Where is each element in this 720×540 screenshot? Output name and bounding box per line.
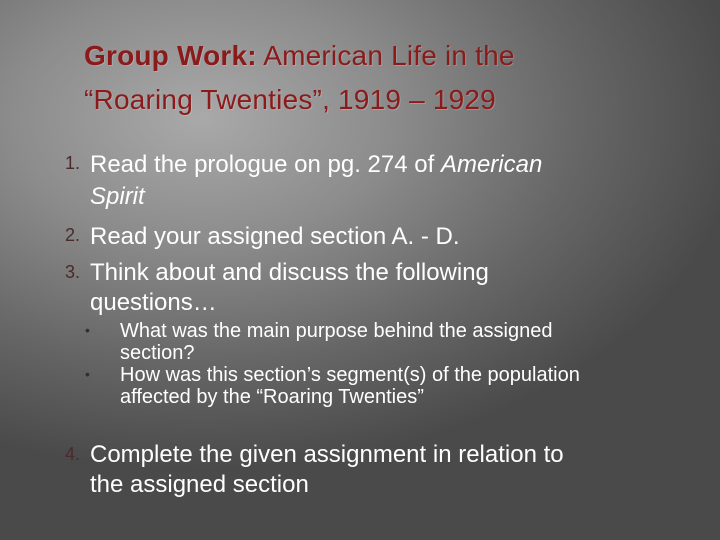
slide-title <box>84 34 684 122</box>
list-item-text: Read the prologue on pg. 274 of American <box>90 151 543 178</box>
title-rest: American Life in the <box>263 40 515 71</box>
list-item-text-cont: questions… <box>90 289 217 316</box>
list-number: 1. <box>64 153 80 173</box>
title-line-1 <box>84 34 684 78</box>
list-item-text-cont: Spirit <box>90 183 145 210</box>
list-number: 2. <box>64 225 80 245</box>
sub-item-text-cont: section? <box>120 342 195 364</box>
bullet-icon: • <box>85 366 90 382</box>
sub-item-text: How was this section’s segment(s) of the population <box>120 364 580 386</box>
list-item-text: Read your assigned section A. - D. <box>90 223 460 250</box>
title-bold: Group Work: <box>84 40 257 71</box>
list-item-text-cont: the assigned section <box>90 471 309 498</box>
sub-item-text-cont: affected by the “Roaring Twenties” <box>120 386 424 408</box>
sub-item-text: What was the main purpose behind the assigned <box>120 320 553 342</box>
list-item-text: Complete the given assignment in relation to <box>90 441 564 468</box>
list-number: 3. <box>64 262 80 282</box>
bullet-icon: • <box>85 322 90 338</box>
list-item-text: Think about and discuss the following <box>90 259 489 286</box>
title-line-2: “Roaring Twenties”, 1919 – 1929 <box>84 84 496 115</box>
list-number: 4. <box>64 444 80 464</box>
